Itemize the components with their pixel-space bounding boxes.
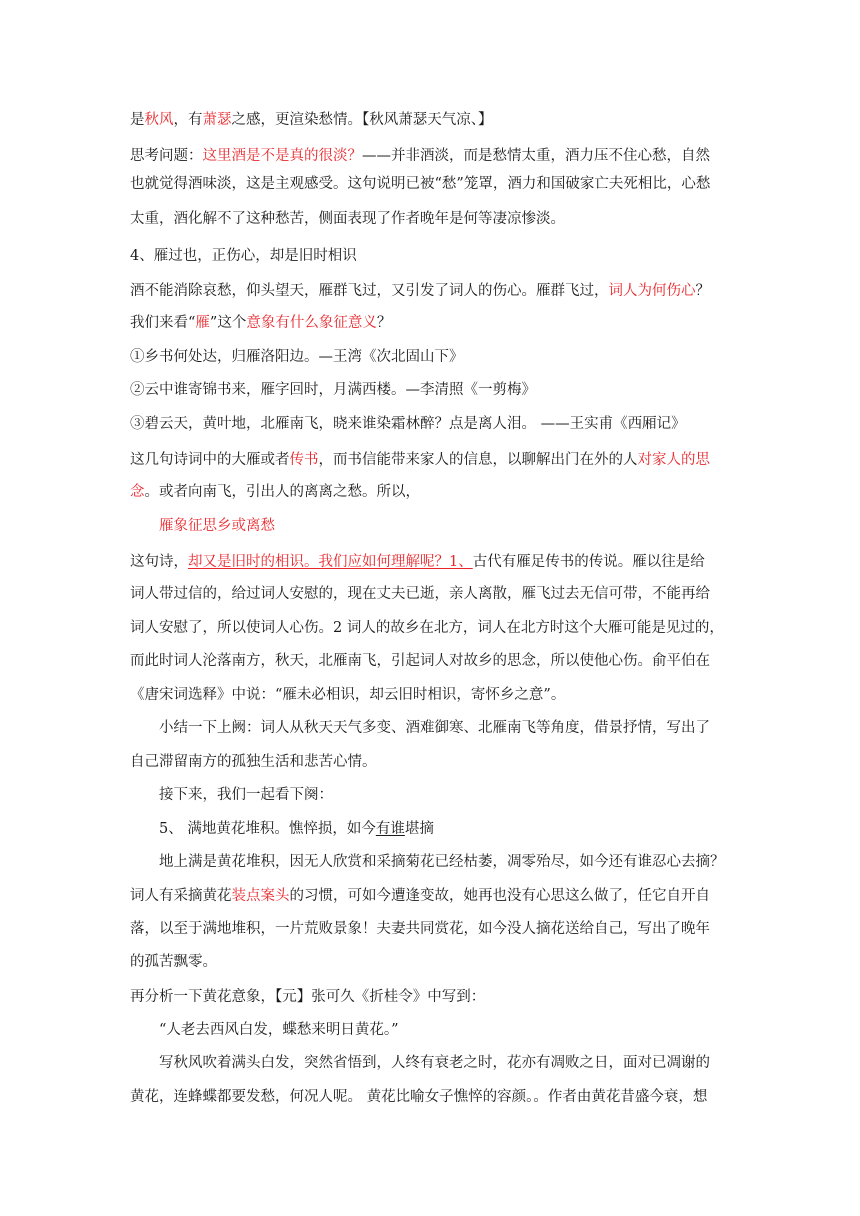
text-segment: ③碧云天，黄叶地，北雁南飞，晓来谁染霜林醉？点是离人泪。 ——王实甫《西厢记》 bbox=[130, 416, 686, 432]
text-line bbox=[130, 450, 730, 470]
text-segment: 的习惯，可如今遭逢变故，她再也没有心思这么做了，任它自开自 bbox=[289, 888, 710, 904]
text-segment: 太重，酒化解不了这种愁苦，侧面表现了作者晚年是何等凄凉惨淡。 bbox=[130, 211, 565, 227]
text-segment: 古代有雁足传书的传说。雁以往是给 bbox=[472, 554, 705, 570]
text-line bbox=[130, 651, 730, 671]
text-segment: ——并非酒淡，而是愁情太重，酒力压不住心愁，自然 bbox=[362, 148, 710, 164]
highlighted-text: 有谁 bbox=[375, 821, 405, 837]
text-segment: 小结一下上阙：词人从秋天天气多变、酒难御寒、北雁南飞等角度，借景抒情，写出了 bbox=[159, 720, 710, 736]
text-line bbox=[130, 919, 730, 939]
text-line bbox=[130, 886, 730, 906]
highlighted-text: 雁 bbox=[195, 315, 210, 331]
text-segment: 这几句诗词中的大雁或者 bbox=[130, 452, 290, 468]
text-segment: “人老去西风白发，蝶愁来明日黄花。” bbox=[159, 1022, 399, 1038]
highlighted-text: 萧瑟 bbox=[202, 112, 232, 128]
text-line bbox=[130, 347, 730, 367]
text-segment: 而此时词人沦落南方，秋天，北雁南飞，引起词人对故乡的思念，所以使他心伤。俞平伯在 bbox=[130, 653, 710, 669]
text-segment: ？ bbox=[376, 315, 392, 331]
highlighted-text: 词人为何伤心 bbox=[608, 283, 696, 299]
text-segment: 也就觉得酒味淡，这是主观感受。这句说明已被“愁”笼罩，酒力和国破家亡夫死相比，心愁 bbox=[130, 176, 711, 192]
text-line bbox=[130, 685, 730, 705]
text-segment: 4、雁过也，正伤心，却是旧时相识 bbox=[130, 248, 357, 264]
highlighted-text: 雁象征思乡或离愁 bbox=[159, 518, 275, 534]
text-line bbox=[130, 146, 730, 166]
text-line bbox=[130, 752, 730, 772]
text-segment: 是 bbox=[130, 112, 145, 128]
text-line bbox=[130, 281, 730, 301]
text-line bbox=[130, 174, 730, 194]
text-line bbox=[130, 987, 730, 1007]
text-segment: 《唐宋词选释》中说：“雁未必相识，却云旧时相识，寄怀乡之意”。 bbox=[130, 687, 566, 703]
text-line bbox=[159, 819, 730, 839]
text-line bbox=[130, 209, 730, 229]
highlighted-text: 意象有什么象征意义 bbox=[246, 315, 377, 331]
highlighted-text: 念 bbox=[130, 484, 145, 500]
text-segment: 思考问题： bbox=[130, 148, 203, 164]
text-line bbox=[130, 313, 730, 333]
text-line bbox=[159, 718, 730, 738]
text-line bbox=[130, 414, 730, 434]
text-segment: ②云中谁寄锦书来，雁字回时，月满西楼。—李清照《一剪梅》 bbox=[130, 382, 536, 398]
text-segment: ①乡书何处达，归雁洛阳边。—王湾《次北固山下》 bbox=[130, 349, 464, 365]
text-segment: ？ bbox=[695, 283, 710, 299]
text-segment: 。或者向南飞，引出人的离离之愁。所以， bbox=[144, 484, 420, 500]
text-segment: 词人安慰了，所以使词人心伤。2 词人的故乡在北方，词人在北方时这个大雁可能是见过的， bbox=[130, 620, 724, 636]
text-line bbox=[159, 516, 759, 536]
text-segment: 的孤苦飘零。 bbox=[130, 954, 217, 970]
text-segment: 酒不能消除哀愁，仰头望天，雁群飞过，又引发了词人的伤心。雁群飞过， bbox=[130, 283, 609, 299]
text-segment: 我们来看“ bbox=[130, 315, 196, 331]
text-line bbox=[159, 1020, 730, 1040]
text-segment: 自己滞留南方的孤独生活和悲苦心情。 bbox=[130, 754, 377, 770]
text-segment: 堪摘 bbox=[404, 821, 434, 837]
text-segment: 词人有采摘黄花 bbox=[130, 888, 232, 904]
text-segment: ，而书信能带来家人的信息，以聊解出门在外的人 bbox=[318, 452, 638, 468]
text-segment: ，有 bbox=[173, 112, 203, 128]
text-line bbox=[130, 552, 730, 572]
highlighted-text: 这里酒是不是真的很淡？ bbox=[202, 148, 362, 164]
highlighted-text: 传书 bbox=[289, 452, 319, 468]
highlighted-text: 秋风 bbox=[144, 112, 174, 128]
text-line bbox=[159, 1053, 730, 1073]
text-line bbox=[130, 246, 730, 266]
highlighted-text: 却又是旧时的相识。我们应如何理解呢？1、 bbox=[188, 554, 473, 570]
text-segment: 这句诗， bbox=[130, 554, 188, 570]
text-line bbox=[159, 852, 730, 872]
text-segment: 写秋风吹着满头白发，突然省悟到，人终有衰老之时，花亦有凋败之日，面对已凋谢的 bbox=[159, 1055, 710, 1071]
text-line bbox=[130, 482, 730, 502]
text-line bbox=[130, 584, 730, 604]
text-segment: 地上满是黄花堆积，因无人欣赏和采摘菊花已经枯萎，凋零殆尽，如今还有谁忍心去摘？ bbox=[159, 854, 725, 870]
highlighted-text: 装点案头 bbox=[231, 888, 290, 904]
text-segment: 黄花，连蜂蝶都要发愁，何况人呢。 黄花比喻女子憔悴的容颜。。作者由黄花昔盛今衰，想 bbox=[130, 1089, 708, 1105]
text-segment: 5、 满地黄花堆积。憔悴损，如今 bbox=[159, 821, 376, 837]
text-segment: 之感，更渲染愁情。【秋风萧瑟天气凉、】 bbox=[231, 112, 493, 128]
text-line bbox=[159, 785, 730, 805]
text-line bbox=[130, 110, 730, 130]
text-line bbox=[130, 952, 730, 972]
text-segment: 落，以至于满地堆积，一片荒败景象！夫妻共同赏花，如今没人摘花送给自己，写出了晚年 bbox=[130, 921, 710, 937]
text-line bbox=[130, 380, 730, 400]
text-segment: 词人带过信的，给过词人安慰的，现在丈夫已逝，亲人离散，雁飞过去无信可带，不能再给 bbox=[130, 586, 710, 602]
text-segment: 再分析一下黄花意象，【元】张可久《折桂令》中写到： bbox=[130, 989, 486, 1005]
text-line bbox=[130, 618, 730, 638]
highlighted-text: 对家人的思 bbox=[637, 452, 710, 468]
text-line bbox=[130, 1087, 730, 1107]
text-segment: ”这个 bbox=[209, 315, 247, 331]
text-segment: 接下来，我们一起看下阕： bbox=[159, 787, 333, 803]
